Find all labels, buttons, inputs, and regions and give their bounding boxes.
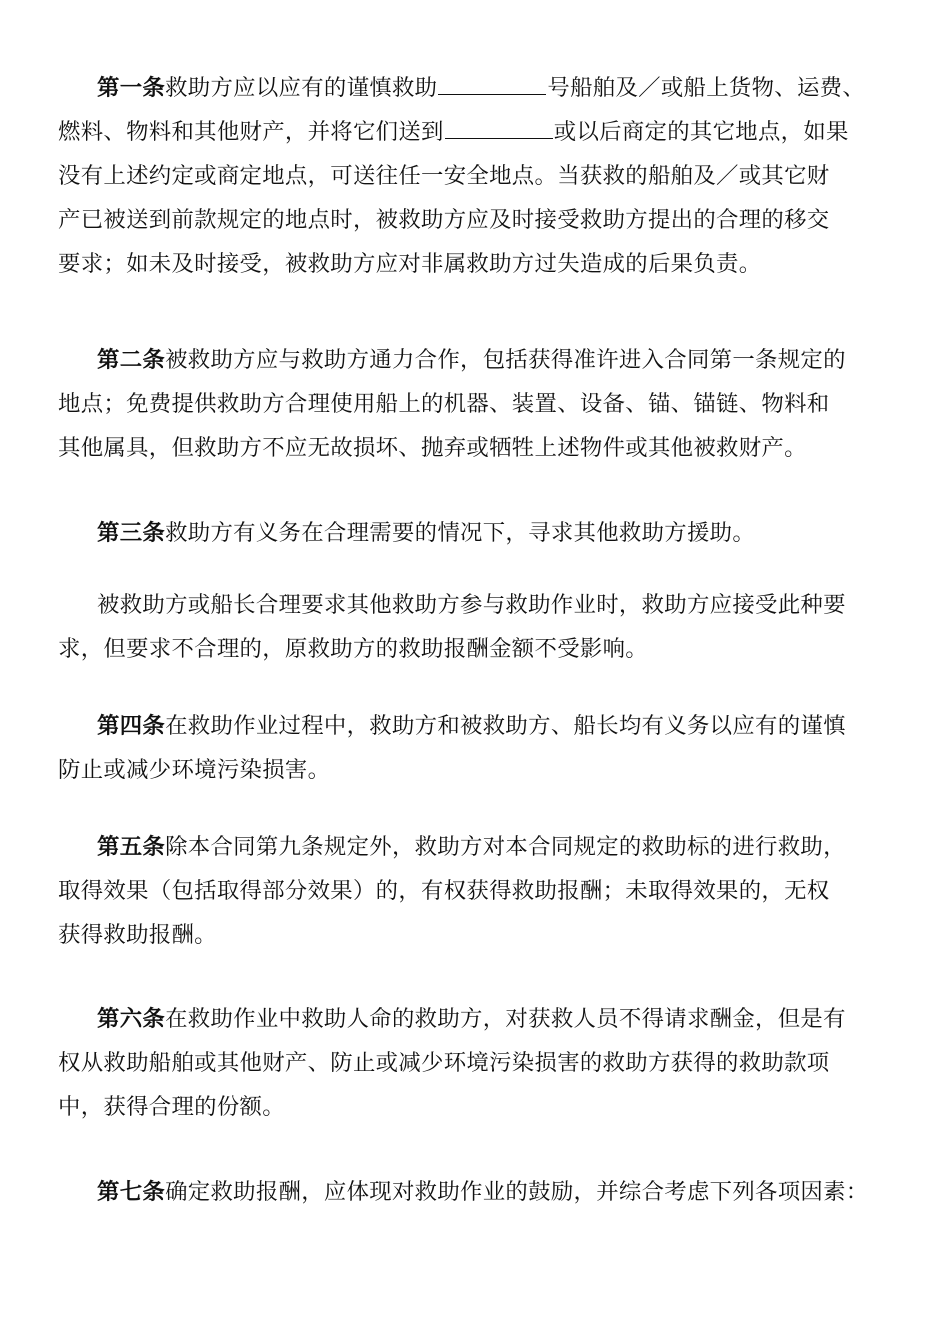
- article-3-p2-line-1: 被救助方或船长合理要求其他救助方参与救助作业时，救助方应接受此种要: [97, 592, 846, 618]
- article-3-line-1: 第三条救助方有义务在合理需要的情况下，寻求其他救助方援助。: [97, 520, 756, 546]
- article-6-line-2: 权从救助船舶或其他财产、防止或减少环境污染损害的救助方获得的救助款项: [58, 1050, 830, 1076]
- article-3-p2-line-2: 求，但要求不合理的，原救助方的救助报酬金额不受影响。: [58, 636, 648, 662]
- article-5-line-3: 获得救助报酬。: [58, 922, 217, 948]
- article-1-line-4: 产已被送到前款规定的地点时，被救助方应及时接受救助方提出的合理的移交: [58, 207, 830, 233]
- article-4-heading: 第四条: [97, 713, 166, 739]
- article-1-line-5: 要求；如未及时接受，被救助方应对非属救助方过失造成的后果负责。: [58, 251, 762, 277]
- article-1: [58, 66, 898, 286]
- article-6-line-1: 第六条在救助作业中救助人命的救助方，对获救人员不得请求酬金，但是有: [97, 1006, 846, 1032]
- article-4: [58, 704, 898, 792]
- article-5-heading: 第五条: [97, 834, 166, 860]
- vessel-name-blank[interactable]: [438, 72, 546, 95]
- article-1-line-2: 燃料、物料和其他财产，并将它们送到 或以后商定的其它地点，如果: [58, 110, 898, 154]
- article-2-heading: 第二条: [97, 347, 166, 373]
- article-2-line-2: 地点；免费提供救助方合理使用船上的机器、装置、设备、锚、锚链、物料和: [58, 391, 830, 417]
- article-2: [58, 338, 898, 470]
- article-5: [58, 825, 898, 957]
- article-6-line-3: 中，获得合理的份额。: [58, 1094, 285, 1120]
- article-3: [58, 511, 898, 555]
- article-4-line-2: 防止或减少环境污染损害。: [58, 757, 331, 783]
- article-5-line-1: 第五条除本合同第九条规定外，救助方对本合同规定的救助标的进行救助，: [97, 834, 846, 860]
- article-7-heading: 第七条: [97, 1179, 166, 1205]
- article-2-line-1: 第二条被救助方应与救助方通力合作，包括获得准许进入合同第一条规定的: [97, 347, 846, 373]
- article-3-heading: 第三条: [97, 520, 166, 546]
- article-1-heading: 第一条: [97, 75, 166, 101]
- article-3-paragraph-2: [58, 583, 898, 671]
- destination-blank[interactable]: [445, 116, 553, 139]
- article-4-line-1: 第四条在救助作业过程中，救助方和被救助方、船长均有义务以应有的谨慎: [97, 713, 846, 739]
- article-1-line-1: 第一条救助方应以应有的谨慎救助 号船舶及／或船上货物、运费、: [58, 66, 898, 110]
- article-1-line-3: 没有上述约定或商定地点，可送往任一安全地点。当获救的船舶及／或其它财: [58, 163, 830, 189]
- article-7-line-1: 第七条确定救助报酬，应体现对救助作业的鼓励，并综合考虑下列各项因素：: [97, 1179, 869, 1205]
- article-6: [58, 997, 898, 1129]
- article-7: [58, 1170, 898, 1214]
- article-2-line-3: 其他属具，但救助方不应无故损坏、抛弃或牺牲上述物件或其他被救财产。: [58, 435, 807, 461]
- article-6-heading: 第六条: [97, 1006, 166, 1032]
- article-5-line-2: 取得效果（包括取得部分效果）的，有权获得救助报酬；未取得效果的，无权: [58, 878, 830, 904]
